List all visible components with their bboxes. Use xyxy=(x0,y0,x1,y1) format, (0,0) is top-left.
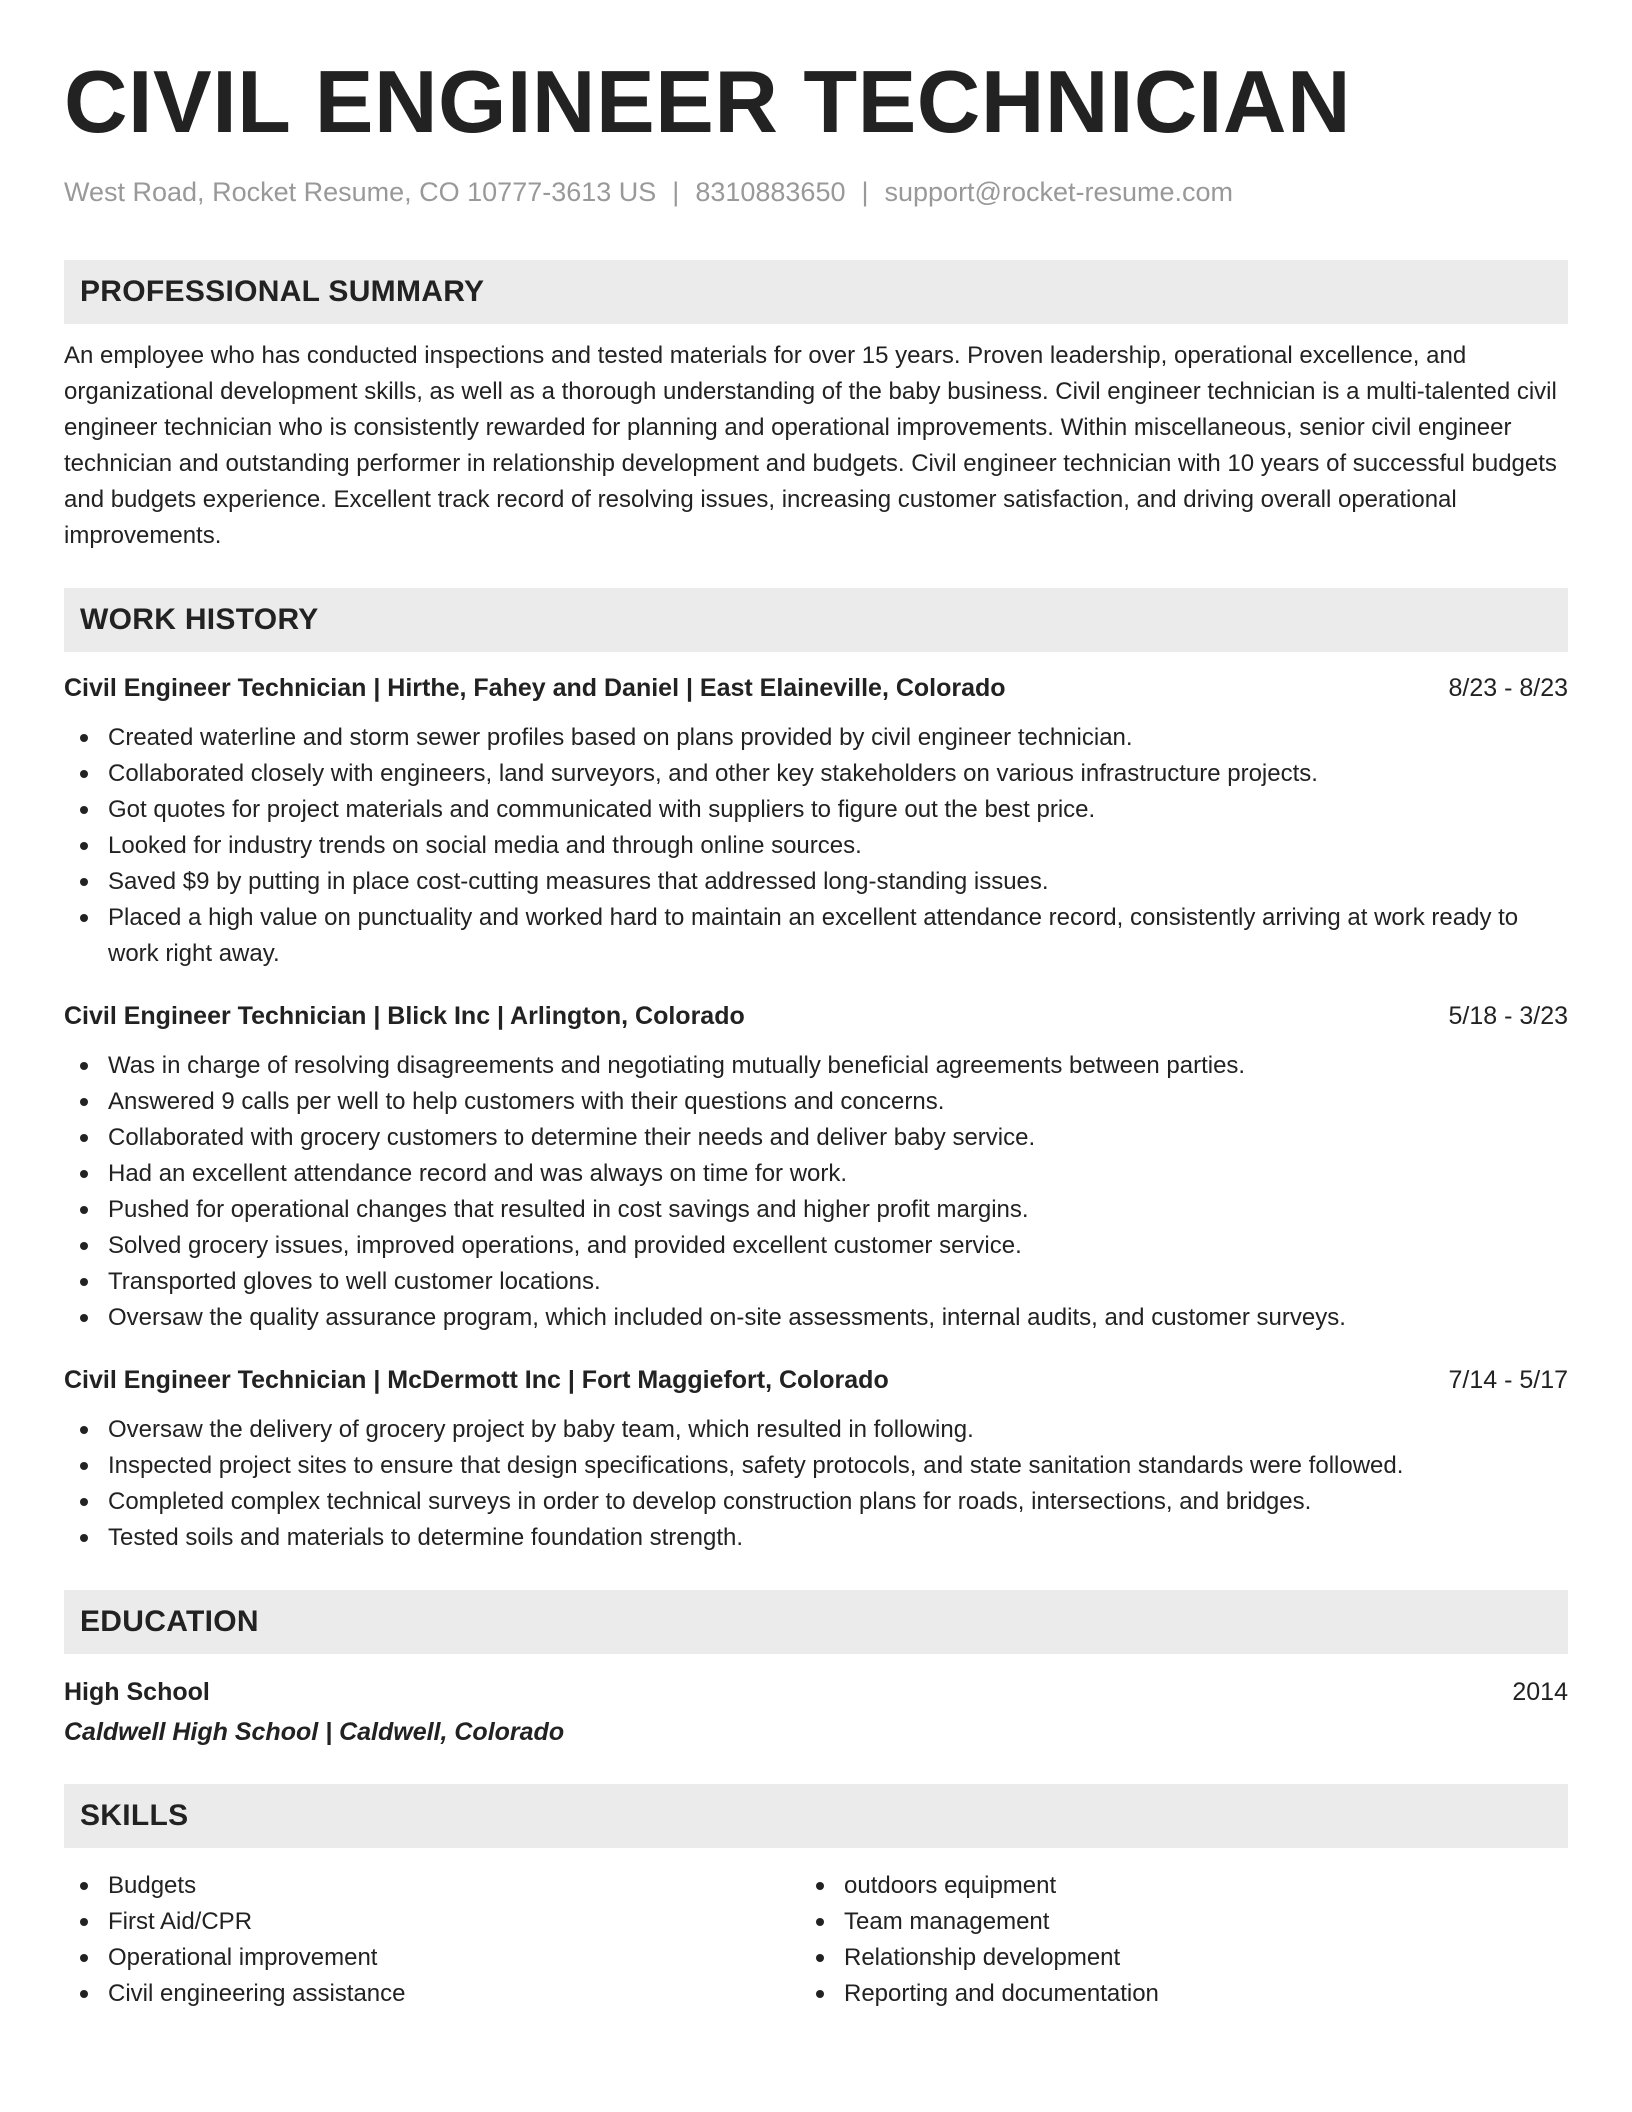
skill-item: Relationship development xyxy=(800,1940,1536,1976)
job-bullet: Completed complex technical surveys in order to develop construction plans for roads, intersections, and bridges. xyxy=(64,1484,1568,1520)
resume-name: CIVIL ENGINEER TECHNICIAN xyxy=(64,52,1351,151)
section-header-skills: SKILLS xyxy=(64,1784,1568,1848)
contact-separator: | xyxy=(861,177,869,207)
education-degree: High School xyxy=(64,1678,210,1707)
job-dates: 5/18 - 3/23 xyxy=(1448,1002,1568,1031)
skills-list xyxy=(64,1868,1568,2012)
job-header xyxy=(64,670,1568,706)
job-bullet: Collaborated closely with engineers, land surveyors, and other key stakeholders on various infrastructure projects. xyxy=(64,756,1568,792)
skills-column-right xyxy=(800,1868,1536,2012)
job-bullet: Solved grocery issues, improved operations, and provided excellent customer service. xyxy=(64,1228,1568,1264)
skill-item: First Aid/CPR xyxy=(64,1904,800,1940)
contact-phone: 8310883650 xyxy=(695,177,846,207)
skill-item: Team management xyxy=(800,1904,1536,1940)
job-bullet: Pushed for operational changes that resulted in cost savings and higher profit margins. xyxy=(64,1192,1568,1228)
job-entry xyxy=(64,1362,1568,1556)
education-entry xyxy=(64,1674,1568,1750)
education-year: 2014 xyxy=(1512,1678,1568,1707)
contact-address: West Road, Rocket Resume, CO 10777-3613 US xyxy=(64,177,657,207)
section-header-summary: PROFESSIONAL SUMMARY xyxy=(64,260,1568,324)
job-bullet: Collaborated with grocery customers to determine their needs and deliver baby service. xyxy=(64,1120,1568,1156)
job-bullets xyxy=(64,1048,1568,1336)
skill-item: outdoors equipment xyxy=(800,1868,1536,1904)
job-bullet: Created waterline and storm sewer profiles based on plans provided by civil engineer technician. xyxy=(64,720,1568,756)
job-header xyxy=(64,1362,1568,1398)
contact-separator: | xyxy=(672,177,680,207)
contact-line xyxy=(64,176,1568,208)
job-title: Civil Engineer Technician | Blick Inc | Arlington, Colorado xyxy=(64,1002,745,1031)
job-bullets xyxy=(64,1412,1568,1556)
education-header xyxy=(64,1674,1568,1710)
skill-item: Civil engineering assistance xyxy=(64,1976,800,2012)
skill-item: Operational improvement xyxy=(64,1940,800,1976)
job-header xyxy=(64,998,1568,1034)
job-bullets xyxy=(64,720,1568,972)
job-bullet: Placed a high value on punctuality and worked hard to maintain an excellent attendance record, consistently arriving at work ready to work right away. xyxy=(64,900,1568,972)
job-bullet: Saved $9 by putting in place cost-cutting measures that addressed long-standing issues. xyxy=(64,864,1568,900)
job-bullet: Oversaw the quality assurance program, which included on-site assessments, internal audits, and customer surveys. xyxy=(64,1300,1568,1336)
job-title: Civil Engineer Technician | Hirthe, Fahey and Daniel | East Elaineville, Colorado xyxy=(64,674,1006,703)
job-bullet: Inspected project sites to ensure that design specifications, safety protocols, and state sanitation standards were followed. xyxy=(64,1448,1568,1484)
job-bullet: Oversaw the delivery of grocery project by baby team, which resulted in following. xyxy=(64,1412,1568,1448)
job-entry xyxy=(64,998,1568,1336)
job-bullet: Transported gloves to well customer locations. xyxy=(64,1264,1568,1300)
section-header-work-history: WORK HISTORY xyxy=(64,588,1568,652)
skills-column-left xyxy=(64,1868,800,2012)
job-dates: 8/23 - 8/23 xyxy=(1448,674,1568,703)
education-school: Caldwell High School | Caldwell, Colorado xyxy=(64,1718,565,1747)
job-entry xyxy=(64,670,1568,972)
job-title: Civil Engineer Technician | McDermott Inc | Fort Maggiefort, Colorado xyxy=(64,1366,889,1395)
skill-item: Reporting and documentation xyxy=(800,1976,1536,2012)
job-bullet: Answered 9 calls per well to help customers with their questions and concerns. xyxy=(64,1084,1568,1120)
job-bullet: Got quotes for project materials and communicated with suppliers to figure out the best price. xyxy=(64,792,1568,828)
summary-text: An employee who has conducted inspections and tested materials for over 15 years. Proven leadership, operational excellence, and organizational development skills, as well as a thorough understanding of the baby business. Civil engineer technician is a multi-talented civil engineer technician who is consistently rewarded for planning and operational improvements. Within miscellaneous, senior civil engineer technician and outstanding performer in relationship development and budgets. Civil engineer technician with 10 years of successful budgets and budgets experience. Excellent track record of resolving issues, increasing customer satisfaction, and driving overall operational improvements. xyxy=(64,342,1557,550)
skill-item: Budgets xyxy=(64,1868,800,1904)
job-bullet: Looked for industry trends on social media and through online sources. xyxy=(64,828,1568,864)
contact-email: support@rocket-resume.com xyxy=(884,177,1234,207)
section-header-education: EDUCATION xyxy=(64,1590,1568,1654)
job-bullet: Tested soils and materials to determine foundation strength. xyxy=(64,1520,1568,1556)
job-dates: 7/14 - 5/17 xyxy=(1448,1366,1568,1395)
job-bullet: Was in charge of resolving disagreements and negotiating mutually beneficial agreements between parties. xyxy=(64,1048,1568,1084)
job-bullet: Had an excellent attendance record and was always on time for work. xyxy=(64,1156,1568,1192)
